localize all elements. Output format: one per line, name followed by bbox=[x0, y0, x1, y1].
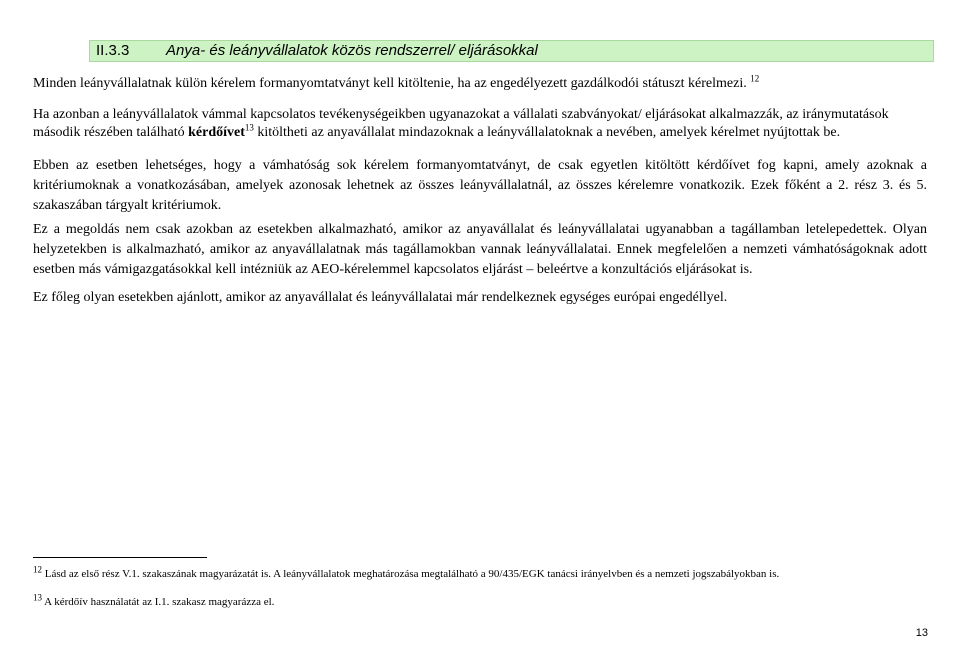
footnote-12-text: Lásd az első rész V.1. szakaszának magyarázatát is. A leányvállalatok meghatározása megtalálható a 90/435/EGK tanácsi irányelvben és a nemzeti jogszabályokban is. bbox=[44, 568, 780, 580]
paragraph-2-after: kitöltheti az anyavállalat mindazoknak a leányvállalatoknak a nevében, amelyek kérelmet nyújtottak be. bbox=[257, 125, 841, 140]
footnote-13-text: A kérdőív használatát az I.1. szakasz magyarázza el. bbox=[44, 596, 275, 608]
paragraph-2 bbox=[33, 106, 933, 142]
footnote-ref-13[interactable]: 13 bbox=[244, 122, 254, 133]
paragraph-1 bbox=[33, 74, 927, 94]
paragraph-5: Ez főleg olyan esetekben ajánlott, amikor az anyavállalat és leányvállalatai már rendelkeznek egységes európai engedéllyel. bbox=[33, 290, 728, 305]
footnote-divider bbox=[33, 557, 207, 558]
paragraph-4: Ez a megoldás nem csak azokban az esetekben alkalmazható, amikor az anyavállalat és leányvállalatai ugyanabban a tagállamban letelepedettek. Olyan helyzetekben is alkalmazható, amikor az anyavállalatnak más tagállamokban vannak leányvállalatai. Ennek megfelelően a nemzeti vámhatóságoknak adott esetben más vámigazgatásokkal kell intézniük az AEO-kérelemmel kapcsolatos eljárást – beleértve a konzultációs eljárásokat is. bbox=[33, 222, 927, 277]
footnote-ref-12[interactable]: 12 bbox=[750, 73, 760, 84]
page-number: 13 bbox=[915, 627, 928, 639]
section-heading bbox=[89, 40, 934, 62]
paragraph-2-before: Ha azonban a leányvállalatok vámmal kapcsolatos tevékenységeikben ugyanazokat a vállalati szabványokat/ eljárásokat alkalmazzák, az iránymutatások második részében található bbox=[33, 107, 889, 140]
paragraph-1-text: Minden leányvállalatnak külön kérelem formanyomtatványt kell kitöltenie, ha az engedélyezett gazdálkodói státuszt kérelmezi. bbox=[33, 76, 747, 91]
footnote-12 bbox=[33, 564, 933, 581]
footnote-13 bbox=[33, 592, 933, 609]
footnote-12-number: 12 bbox=[33, 564, 42, 575]
footnote-13-number: 13 bbox=[33, 592, 42, 603]
section-title: Anya- és leányvállalatok közös rendszerrel/ eljárásokkal bbox=[166, 42, 538, 59]
section-number: II.3.3 bbox=[96, 42, 130, 59]
paragraph-2-bold-term: kérdőívet bbox=[188, 125, 245, 140]
paragraph-3: Ebben az esetben lehetséges, hogy a vámhatóság sok kérelem formanyomtatványt, de csak egyetlen kitöltött kérdőívet fog kapni, amely azoknak a kritériumoknak a vonatkozásában, amelyek azonosak lehetnek az összes leányvállalatnál, az összes kérelemre vonatkozik. Ezek főként a 2. rész 3. és 5. szakaszában tárgyalt kritériumok. bbox=[33, 158, 927, 213]
